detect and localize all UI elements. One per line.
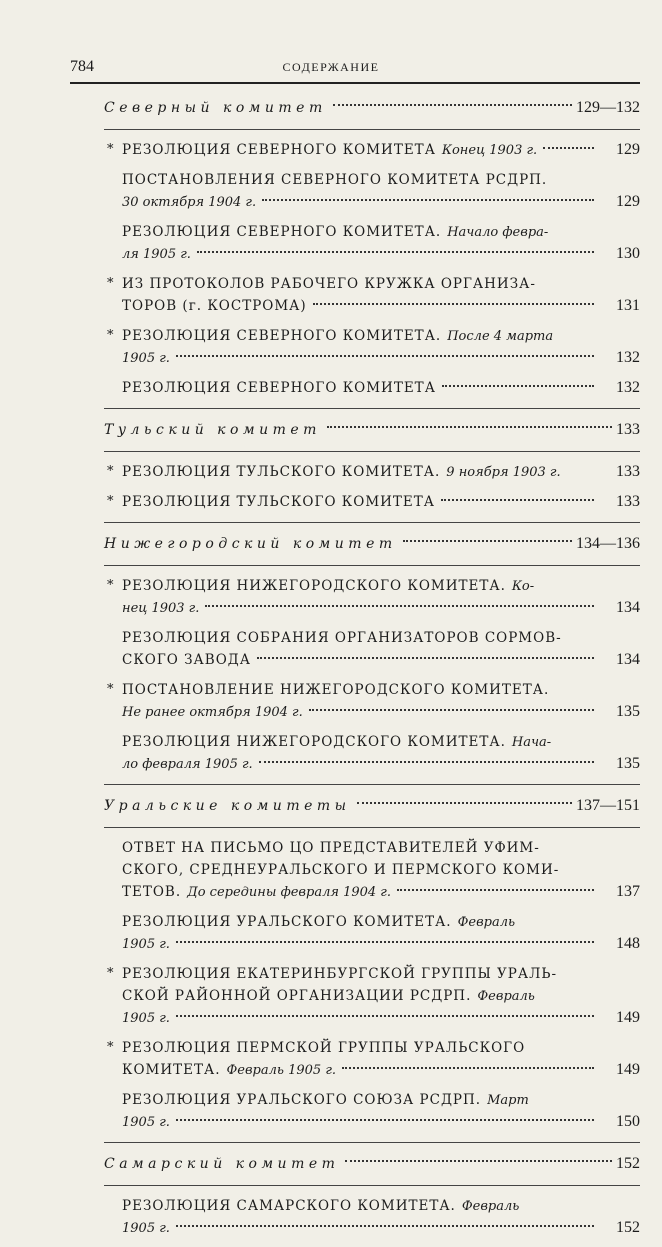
entry-line xyxy=(122,243,640,265)
entry-title: РЕЗОЛЮЦИЯ УРАЛЬСКОГО КОМИТЕТА. xyxy=(122,914,452,930)
dot-leader xyxy=(543,147,594,149)
asterisk-marker: * xyxy=(107,966,114,981)
entry-line xyxy=(122,627,640,649)
entry-title: РЕЗОЛЮЦИЯ ТУЛЬСКОГО КОМИТЕТА. xyxy=(122,464,441,480)
toc-entry[interactable] xyxy=(104,461,640,483)
section-pages: 129—132 xyxy=(576,99,640,116)
entry-date: 1905 г. xyxy=(122,351,170,366)
asterisk-marker: * xyxy=(107,494,114,509)
dot-leader xyxy=(313,303,594,305)
entry-title: ТОРОВ (г. КОСТРОМА) xyxy=(122,298,307,314)
asterisk-marker: * xyxy=(107,464,114,479)
entry-title: ИЗ ПРОТОКОЛОВ РАБОЧЕГО КРУЖКА ОРГАНИЗА- xyxy=(122,276,536,292)
dot-leader xyxy=(333,104,572,106)
entry-page: 130 xyxy=(616,245,640,262)
entry-page: 133 xyxy=(616,463,640,480)
entry-date: Февраль 1905 г. xyxy=(226,1063,337,1078)
entry-line xyxy=(122,1217,640,1239)
dot-leader xyxy=(176,1015,594,1017)
entry-line xyxy=(122,139,640,161)
entry-line xyxy=(122,1059,640,1081)
entry-line xyxy=(122,731,640,753)
entry-line xyxy=(122,679,640,701)
dot-leader xyxy=(176,1225,594,1227)
entry-line xyxy=(122,1111,640,1133)
asterisk-marker: * xyxy=(107,142,114,157)
entry-line xyxy=(122,191,640,213)
dot-leader xyxy=(197,251,594,253)
entry-page: 137 xyxy=(616,883,640,900)
dot-leader xyxy=(441,499,594,501)
toc-entry[interactable] xyxy=(104,837,640,903)
page-header xyxy=(0,52,662,82)
entry-date: ля 1905 г. xyxy=(122,247,191,262)
toc-entry[interactable] xyxy=(104,273,640,317)
table-of-contents xyxy=(104,96,640,1247)
dot-leader xyxy=(403,540,572,542)
entry-title: РЕЗОЛЮЦИЯ СЕВЕРНОГО КОМИТЕТА. xyxy=(122,328,442,344)
entry-page: 132 xyxy=(616,349,640,366)
entry-page: 149 xyxy=(616,1061,640,1078)
section-title: Тульский комитет xyxy=(104,422,321,438)
entry-page: 134 xyxy=(616,651,640,668)
running-title: СОДЕРЖАНИЕ xyxy=(282,60,380,74)
dot-leader xyxy=(327,426,612,428)
entry-date: Февраль xyxy=(457,915,516,930)
entry-date: Не ранее октября 1904 г. xyxy=(122,705,303,720)
toc-entry[interactable] xyxy=(104,491,640,513)
entry-date: После 4 марта xyxy=(447,329,554,344)
entry-title: РЕЗОЛЮЦИЯ СЕВЕРНОГО КОМИТЕТА xyxy=(122,142,436,158)
entry-page: 135 xyxy=(616,703,640,720)
entry-page: 132 xyxy=(616,379,640,396)
entry-page: 150 xyxy=(616,1113,640,1130)
toc-section xyxy=(104,532,640,785)
section-rule xyxy=(104,451,640,452)
entry-date: 1905 г. xyxy=(122,937,170,952)
toc-entry[interactable] xyxy=(104,575,640,619)
section-rule xyxy=(104,565,640,566)
dot-leader xyxy=(345,1160,612,1162)
section-title: Самарский комитет xyxy=(104,1156,340,1172)
entry-line xyxy=(122,295,640,317)
section-rule xyxy=(104,1185,640,1186)
entry-line xyxy=(122,911,640,933)
dot-leader xyxy=(257,657,594,659)
entry-page: 129 xyxy=(616,141,640,158)
entry-page: 133 xyxy=(616,493,640,510)
dot-leader xyxy=(176,355,594,357)
section-rule xyxy=(104,129,640,130)
entry-line xyxy=(122,325,640,347)
entry-title: РЕЗОЛЮЦИЯ СЕВЕРНОГО КОМИТЕТА xyxy=(122,380,436,396)
entry-title: ОТВЕТ НА ПИСЬМО ЦО ПРЕДСТАВИТЕЛЕЙ УФИМ- xyxy=(122,840,540,856)
entry-date: До середины февраля 1904 г. xyxy=(187,885,392,900)
entry-page: 129 xyxy=(616,193,640,210)
entry-date: Нача- xyxy=(511,735,552,750)
asterisk-marker: * xyxy=(107,682,114,697)
entry-title: РЕЗОЛЮЦИЯ ПЕРМСКОЙ ГРУППЫ УРАЛЬСКОГО xyxy=(122,1040,526,1056)
section-rule xyxy=(104,522,640,523)
entry-title: СКОЙ РАЙОННОЙ ОРГАНИЗАЦИИ РСДРП. xyxy=(122,988,472,1004)
dot-leader xyxy=(176,1119,594,1121)
entry-line xyxy=(122,491,640,513)
section-pages: 134—136 xyxy=(576,535,640,552)
toc-entry[interactable] xyxy=(104,1195,640,1239)
dot-leader xyxy=(357,802,572,804)
section-pages: 133 xyxy=(616,421,640,438)
entry-date: Ко- xyxy=(511,579,535,594)
toc-section xyxy=(104,1152,640,1239)
entry-title: СКОГО ЗАВОДА xyxy=(122,652,251,668)
dot-leader xyxy=(442,385,594,387)
entry-page: 131 xyxy=(616,297,640,314)
entry-line xyxy=(122,753,640,775)
toc-section xyxy=(104,96,640,409)
dot-leader xyxy=(259,761,594,763)
entry-title: ПОСТАНОВЛЕНИЕ НИЖЕГОРОДСКОГО КОМИТЕТА. xyxy=(122,682,550,698)
page-number: 784 xyxy=(70,58,94,75)
entry-title: ПОСТАНОВЛЕНИЯ СЕВЕРНОГО КОМИТЕТА РСДРП. xyxy=(122,172,548,188)
asterisk-marker: * xyxy=(107,1040,114,1055)
section-rule xyxy=(104,1142,640,1143)
entry-line xyxy=(122,1195,640,1217)
entry-title: РЕЗОЛЮЦИЯ ЕКАТЕРИНБУРГСКОЙ ГРУППЫ УРАЛЬ- xyxy=(122,966,558,982)
entry-date: Февраль xyxy=(477,989,535,1004)
section-title: Уральские комитеты xyxy=(104,798,351,814)
section-rule xyxy=(104,827,640,828)
entry-title: РЕЗОЛЮЦИЯ СЕВЕРНОГО КОМИТЕТА. xyxy=(122,224,442,240)
entry-title: РЕЗОЛЮЦИЯ УРАЛЬСКОГО СОЮЗА РСДРП. xyxy=(122,1092,482,1108)
toc-entry[interactable] xyxy=(104,1089,640,1133)
entry-date: 1905 г. xyxy=(122,1011,170,1026)
entry-date: Начало февра- xyxy=(447,225,549,240)
toc-entry[interactable] xyxy=(104,325,640,369)
toc-entry[interactable] xyxy=(104,169,640,213)
dot-leader xyxy=(176,941,594,943)
section-pages: 137—151 xyxy=(576,797,640,814)
entry-page: 149 xyxy=(616,1009,640,1026)
entry-line xyxy=(122,273,640,295)
toc-entry[interactable] xyxy=(104,377,640,399)
entry-line xyxy=(122,859,640,881)
entry-line xyxy=(122,881,640,903)
entry-line xyxy=(122,985,640,1007)
toc-entry[interactable] xyxy=(104,911,640,955)
dot-leader xyxy=(205,605,594,607)
section-heading[interactable] xyxy=(104,794,640,818)
section-rule xyxy=(104,784,640,785)
entry-line xyxy=(122,933,640,955)
toc-entry[interactable] xyxy=(104,1037,640,1081)
entry-page: 148 xyxy=(616,935,640,952)
entry-line xyxy=(122,347,640,369)
section-title: Нижегородский комитет xyxy=(104,536,397,552)
entry-date: 30 октября 1904 г. xyxy=(122,195,257,210)
section-pages: 152 xyxy=(616,1155,640,1172)
dot-leader xyxy=(262,199,594,201)
entry-line xyxy=(122,1037,640,1059)
asterisk-marker: * xyxy=(107,328,114,343)
entry-date: 1905 г. xyxy=(122,1221,170,1236)
toc-entry[interactable] xyxy=(104,627,640,671)
entry-title: РЕЗОЛЮЦИЯ НИЖЕГОРОДСКОГО КОМИТЕТА. xyxy=(122,734,506,750)
entry-page: 152 xyxy=(616,1219,640,1236)
section-heading[interactable] xyxy=(104,532,640,556)
entry-title: СКОГО, СРЕДНЕУРАЛЬСКОГО И ПЕРМСКОГО КОМИ- xyxy=(122,862,560,878)
toc-entry[interactable] xyxy=(104,139,640,161)
entry-date: 9 ноября 1903 г. xyxy=(446,465,561,480)
entry-title: РЕЗОЛЮЦИЯ НИЖЕГОРОДСКОГО КОМИТЕТА. xyxy=(122,578,506,594)
asterisk-marker: * xyxy=(107,276,114,291)
toc-entry[interactable] xyxy=(104,731,640,775)
entry-date: 1905 г. xyxy=(122,1115,170,1130)
entry-line xyxy=(122,461,640,483)
section-heading[interactable] xyxy=(104,1152,640,1176)
entry-line xyxy=(122,221,640,243)
entry-date: нец 1903 г. xyxy=(122,601,200,616)
toc-entry[interactable] xyxy=(104,679,640,723)
entry-date: ло февраля 1905 г. xyxy=(122,757,253,772)
section-rule xyxy=(104,408,640,409)
entry-date: Конец 1903 г. xyxy=(441,143,538,158)
entry-title: ТЕТОВ. xyxy=(122,884,182,900)
entry-line xyxy=(122,1007,640,1029)
entry-line xyxy=(122,963,640,985)
entry-line xyxy=(122,649,640,671)
toc-section xyxy=(104,418,640,523)
entry-line xyxy=(122,575,640,597)
toc-section xyxy=(104,794,640,1143)
dot-leader xyxy=(309,709,594,711)
entry-title: РЕЗОЛЮЦИЯ ТУЛЬСКОГО КОМИТЕТА xyxy=(122,494,435,510)
entry-line xyxy=(122,597,640,619)
asterisk-marker: * xyxy=(107,578,114,593)
section-heading[interactable] xyxy=(104,418,640,442)
dot-leader xyxy=(397,889,594,891)
section-heading[interactable] xyxy=(104,96,640,120)
entry-date: Март xyxy=(487,1093,529,1108)
toc-entry[interactable] xyxy=(104,221,640,265)
section-title: Северный комитет xyxy=(104,100,327,116)
entry-line xyxy=(122,701,640,723)
entry-title: РЕЗОЛЮЦИЯ САМАРСКОГО КОМИТЕТА. xyxy=(122,1198,456,1214)
entry-line xyxy=(122,837,640,859)
entry-page: 135 xyxy=(616,755,640,772)
dot-leader xyxy=(342,1067,594,1069)
entry-title: КОМИТЕТА. xyxy=(122,1062,221,1078)
entry-line xyxy=(122,169,640,191)
entry-title: РЕЗОЛЮЦИЯ СОБРАНИЯ ОРГАНИЗАТОРОВ СОРМОВ- xyxy=(122,630,562,646)
header-rule xyxy=(70,82,640,84)
toc-entry[interactable] xyxy=(104,963,640,1029)
entry-line xyxy=(122,377,640,399)
entry-date: Февраль xyxy=(461,1199,520,1214)
entry-page: 134 xyxy=(616,599,640,616)
entry-line xyxy=(122,1089,640,1111)
